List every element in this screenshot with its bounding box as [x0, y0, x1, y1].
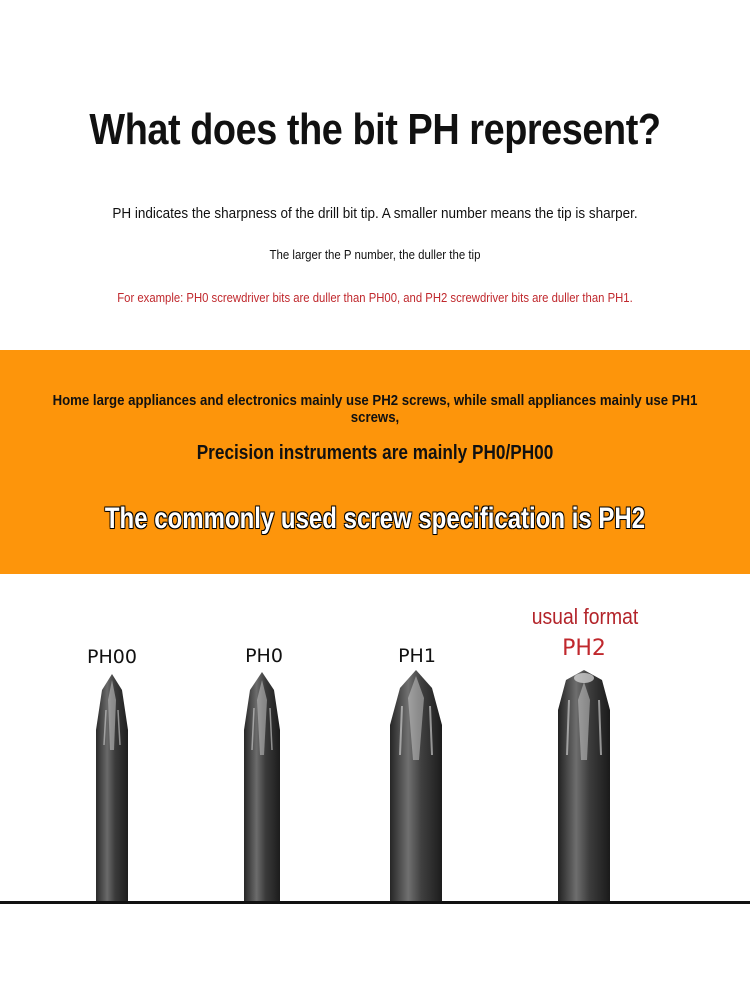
ph00-bit-icon	[92, 670, 132, 902]
example-line: For example: PH0 screwdriver bits are duller than PH00, and PH2 screwdriver bits are duller than PH1.	[117, 290, 633, 305]
description-line: PH indicates the sharpness of the drill bit tip. A smaller number means the tip is sharper.	[112, 205, 638, 222]
bit-label-ph2: PH2	[562, 636, 606, 661]
page-title: What does the bit PH represent?	[89, 105, 661, 154]
precision-usage-text: Precision instruments are mainly PH0/PH00	[196, 442, 554, 464]
usual-format-label: usual format	[531, 604, 639, 629]
divider-line	[0, 901, 750, 904]
ph0-bit-icon	[240, 670, 284, 902]
appliance-usage-text: Home large appliances and electronics mainly use PH2 screws, while small appliances mainly use PH1 screws,	[52, 392, 698, 426]
bit-label-ph1: PH1	[398, 645, 436, 667]
common-spec-text: The commonly used screw specification is PH2	[104, 502, 646, 535]
bit-label-ph0: PH0	[245, 645, 283, 667]
sub-description-line: The larger the P number, the duller the tip	[269, 247, 481, 262]
bit-label-ph00: PH00	[87, 646, 137, 668]
ph1-bit-icon	[386, 670, 446, 902]
ph2-bit-icon	[554, 670, 614, 902]
